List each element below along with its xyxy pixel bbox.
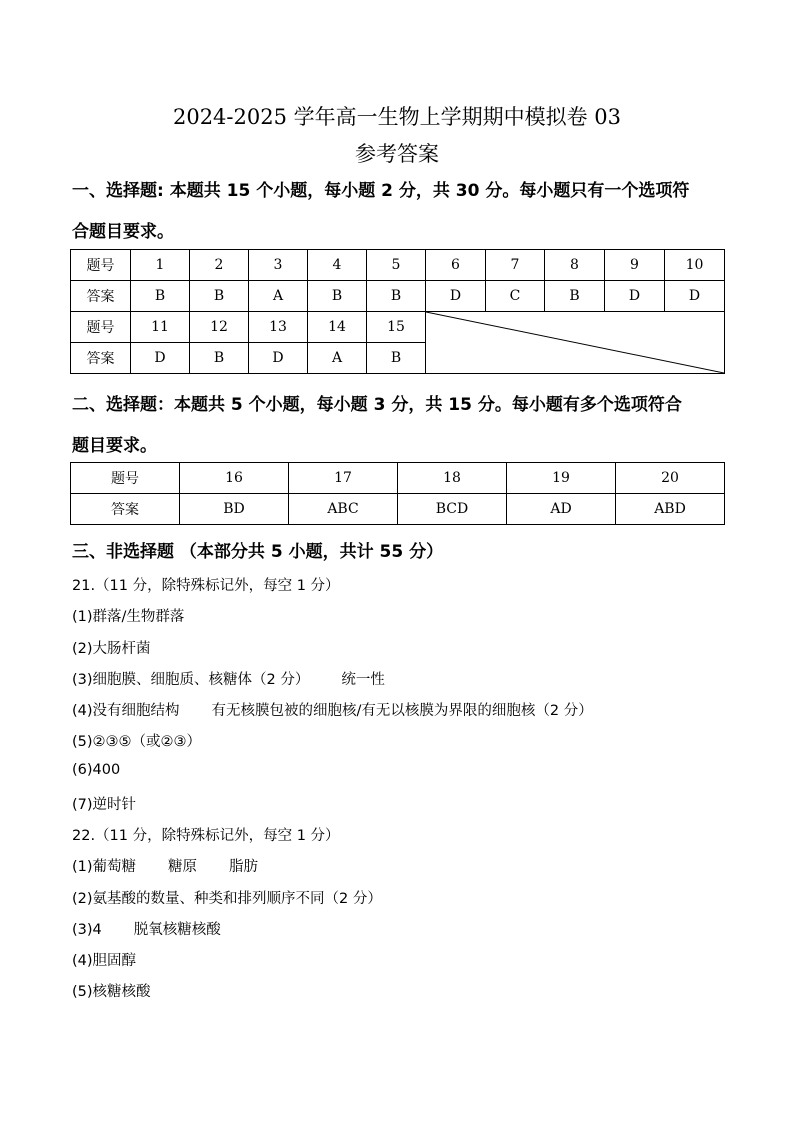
answer-21-4	[72, 699, 593, 720]
answer-value: B	[308, 281, 367, 312]
question-number: 3	[249, 250, 308, 281]
answer-21-1: (1)群落/生物群落	[72, 609, 185, 625]
row-label-question: 题号	[71, 312, 131, 343]
question-number: 10	[665, 250, 725, 281]
answer-value: B	[190, 343, 249, 374]
question-number: 17	[289, 463, 398, 494]
section3-heading: 三、非选择题 （本部分共 5 小题，共计 55 分）	[72, 542, 444, 562]
answer-22-1-part1: (1)葡萄糖	[72, 859, 137, 875]
answer-value: D	[665, 281, 725, 312]
answer-value: ABC	[289, 494, 398, 525]
question-number: 15	[367, 312, 426, 343]
question-number: 12	[190, 312, 249, 343]
table-row	[71, 250, 725, 281]
question-number: 14	[308, 312, 367, 343]
answer-22-1-part2: 糖原	[168, 859, 198, 875]
answer-21-3-part1: (3)细胞膜、细胞质、核糖体（2 分）	[72, 672, 310, 688]
question-number: 6	[426, 250, 486, 281]
question-number: 11	[131, 312, 190, 343]
row-label-question: 题号	[71, 250, 131, 281]
answer-value: A	[308, 343, 367, 374]
question-number: 16	[180, 463, 289, 494]
row-label-answer: 答案	[71, 494, 180, 525]
answer-21-3	[72, 668, 385, 689]
question-number: 7	[486, 250, 545, 281]
row-label-question: 题号	[71, 463, 180, 494]
answer-21-3-part2: 统一性	[341, 672, 385, 688]
page-subtitle: 参考答案	[355, 142, 439, 166]
empty-diagonal-cell	[426, 312, 725, 374]
question-22-title: 22.（11 分，除特殊标记外，每空 1 分）	[72, 828, 340, 844]
section1-heading-line2: 合题目要求。	[72, 222, 174, 242]
answer-value: D	[426, 281, 486, 312]
diagonal-line	[426, 312, 724, 373]
question-number: 5	[367, 250, 426, 281]
table-row	[71, 463, 725, 494]
question-number: 20	[616, 463, 725, 494]
answer-22-3-part1: (3)4	[72, 922, 102, 938]
answer-22-3	[72, 918, 221, 939]
answer-value: D	[605, 281, 665, 312]
answer-value: D	[131, 343, 190, 374]
answer-value: B	[367, 343, 426, 374]
question-21-title: 21.（11 分，除特殊标记外，每空 1 分）	[72, 578, 340, 594]
answer-value: ABD	[616, 494, 725, 525]
question-number: 2	[190, 250, 249, 281]
section2-heading-line2: 题目要求。	[72, 436, 157, 456]
table-row	[71, 494, 725, 525]
question-number: 13	[249, 312, 308, 343]
section1-heading-line1: 一、选择题: 本题共 15 个小题，每小题 2 分，共 30 分。每小题只有一个选项符	[72, 181, 690, 201]
row-label-answer: 答案	[71, 343, 131, 374]
answer-value: BD	[180, 494, 289, 525]
answer-value: A	[249, 281, 308, 312]
answer-value: AD	[507, 494, 616, 525]
row-label-answer: 答案	[71, 281, 131, 312]
question-number: 18	[398, 463, 507, 494]
question-number: 19	[507, 463, 616, 494]
question-number: 4	[308, 250, 367, 281]
answer-21-2: (2)大肠杆菌	[72, 641, 151, 657]
answer-22-1	[72, 855, 258, 876]
answer-value: B	[367, 281, 426, 312]
answer-21-4-part2: 有无核膜包被的细胞核/有无以核膜为界限的细胞核（2 分）	[211, 703, 593, 719]
question-number: 1	[131, 250, 190, 281]
answer-value: C	[486, 281, 545, 312]
answer-22-1-part3: 脂肪	[229, 859, 259, 875]
table-row	[71, 312, 725, 343]
answer-value: D	[249, 343, 308, 374]
question-number: 8	[545, 250, 605, 281]
answer-value: BCD	[398, 494, 507, 525]
answer-22-5: (5)核糖核酸	[72, 984, 151, 1000]
answer-21-7: (7)逆时针	[72, 797, 137, 813]
answer-value: B	[131, 281, 190, 312]
table-row	[71, 281, 725, 312]
answer-22-4: (4)胆固醇	[72, 953, 137, 969]
answer-value: B	[190, 281, 249, 312]
answer-21-5: (5)②③⑤（或②③）	[72, 734, 202, 750]
answer-22-2: (2)氨基酸的数量、种类和排列顺序不同（2 分）	[72, 891, 382, 907]
section2-heading-line1: 二、选择题：本题共 5 个小题，每小题 3 分，共 15 分。每小题有多个选项符合	[72, 395, 682, 415]
answer-21-6: (6)400	[72, 762, 121, 778]
answer-value: B	[545, 281, 605, 312]
page-title: 2024-2025 学年高一生物上学期期中模拟卷 03	[172, 105, 622, 129]
section2-answer-table	[70, 462, 725, 525]
question-number: 9	[605, 250, 665, 281]
answer-21-4-part1: (4)没有细胞结构	[72, 703, 180, 719]
answer-22-3-part2: 脱氧核糖核酸	[133, 922, 221, 938]
section1-answer-table	[70, 249, 725, 374]
